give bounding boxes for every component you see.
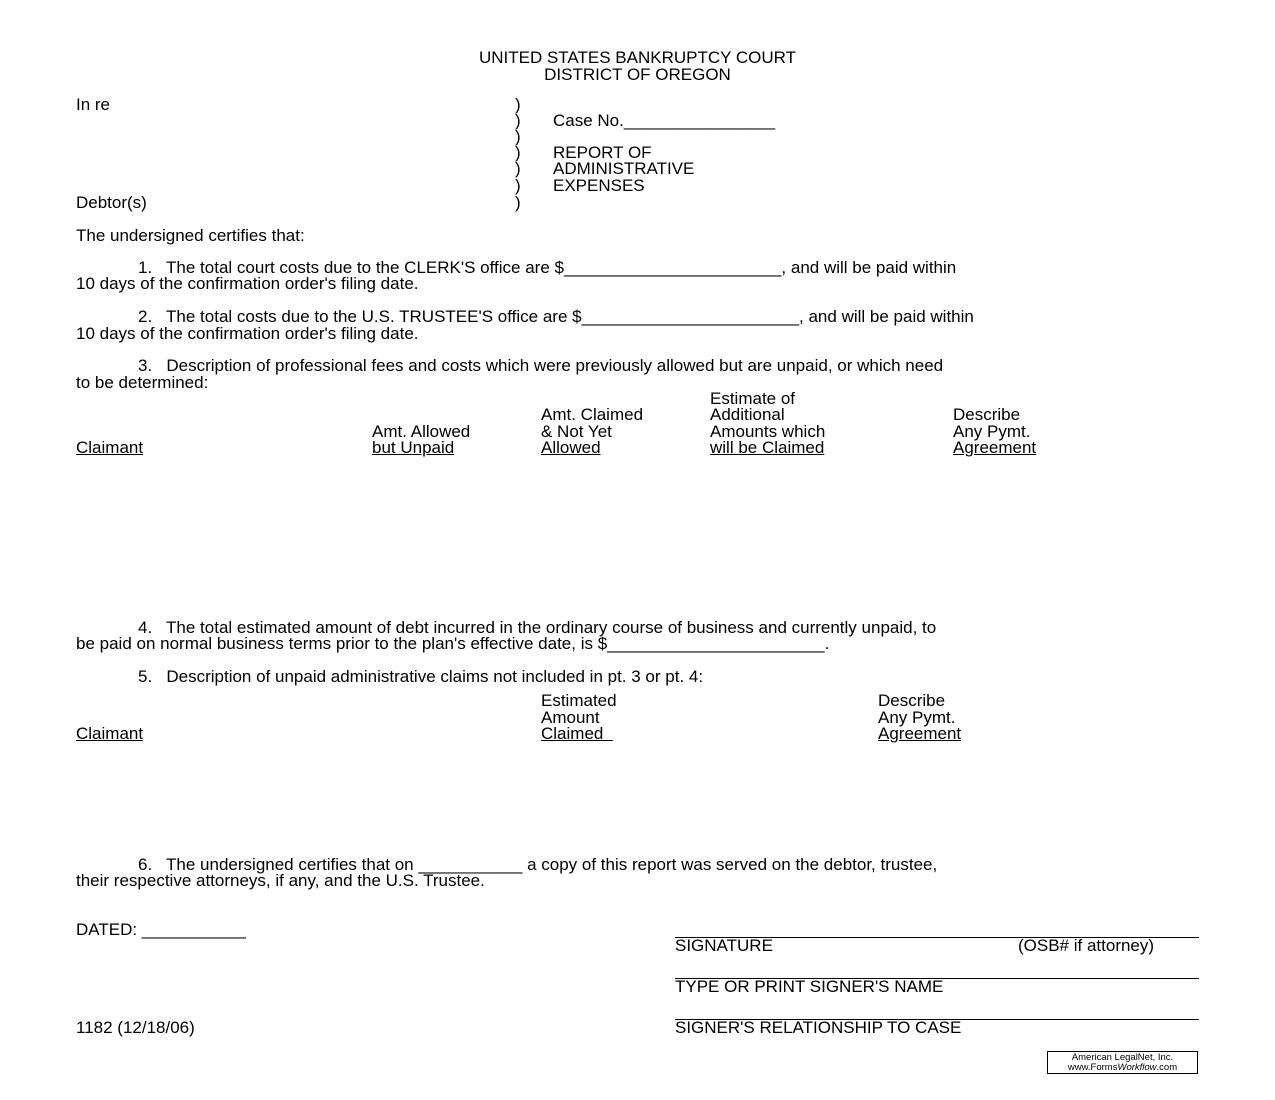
table3-col-claimed: & Not Yet xyxy=(541,422,612,441)
item1-text-cont: 10 days of the confirmation order's filing date. xyxy=(76,274,419,293)
item3-text-cont: to be determined: xyxy=(76,373,209,392)
table3-col-estimate: Additional xyxy=(710,405,785,424)
table3-col-allowed: Amt. Allowed xyxy=(372,422,471,441)
item2-text: 2. The total costs due to the U.S. TRUSTEE'S office are $_______________________, and will be paid within xyxy=(138,307,974,326)
item6-text-cont: their respective attorneys, if any, and the U.S. Trustee. xyxy=(76,871,485,890)
table3-col-claimed: Amt. Claimed xyxy=(541,405,644,424)
item4-text: 4. The total estimated amount of debt incurred in the ordinary course of business and currently unpaid, to xyxy=(138,618,937,637)
table3-col-estimate: Amounts which xyxy=(710,422,826,441)
paren: ) xyxy=(515,143,521,162)
paren: ) xyxy=(515,111,521,130)
table5-col-amount: Claimed xyxy=(541,724,613,743)
relationship-label: SIGNER'S RELATIONSHIP TO CASE xyxy=(675,1018,962,1037)
table3-col-claimant: Claimant xyxy=(76,438,144,457)
debtor-label: Debtor(s) xyxy=(76,193,147,212)
table5-col-claimant: Claimant xyxy=(76,724,144,743)
paren: ) xyxy=(515,159,521,178)
table3-col-agreement: Describe xyxy=(953,405,1021,424)
paren: ) xyxy=(515,127,521,146)
publisher-logo xyxy=(1047,1051,1198,1074)
district-name: DISTRICT OF OREGON xyxy=(544,65,731,84)
table3-col-agreement: Agreement xyxy=(953,438,1037,457)
dated-field[interactable]: DATED: ___________ xyxy=(76,920,246,939)
table5-col-agreement: Describe xyxy=(878,691,946,710)
table3-col-agreement: Any Pymt. xyxy=(953,422,1031,441)
table5-col-agreement: Any Pymt. xyxy=(878,708,956,727)
report-title-line3: EXPENSES xyxy=(553,176,645,195)
report-title-line2: ADMINISTRATIVE xyxy=(553,159,695,178)
item5-text: 5. Description of unpaid administrative claims not included in pt. 3 or pt. 4: xyxy=(138,667,704,686)
publisher-url: www.FormsWorkflow.com xyxy=(1067,1062,1178,1073)
table5-col-agreement: Agreement xyxy=(878,724,962,743)
intro-statement: The undersigned certifies that: xyxy=(76,226,305,245)
table3-col-allowed: but Unpaid xyxy=(372,438,455,457)
item3-text: 3. Description of professional fees and costs which were previously allowed but are unpaid, or which need xyxy=(138,356,944,375)
paren: ) xyxy=(515,193,521,212)
table5-col-amount: Amount xyxy=(541,708,600,727)
item2-text-cont: 10 days of the confirmation order's filing date. xyxy=(76,324,419,343)
report-title-line1: REPORT OF xyxy=(553,143,652,162)
paren: ) xyxy=(515,176,521,195)
signature-label: SIGNATURE xyxy=(675,936,773,955)
item6-text: 6. The undersigned certifies that on ___________ a copy of this report was served on the debtor, trustee, xyxy=(138,855,938,874)
print-name-label: TYPE OR PRINT SIGNER'S NAME xyxy=(675,977,944,996)
publisher-name: American LegalNet, Inc. xyxy=(1071,1052,1174,1063)
item4-text-cont: be paid on normal business terms prior to the plan's effective date, is $_______________________. xyxy=(76,634,830,653)
table3-col-claimed: Allowed xyxy=(541,438,601,457)
table3-col-estimate: will be Claimed xyxy=(710,438,825,457)
case-number-field[interactable]: Case No.________________ xyxy=(553,111,776,130)
table3-col-estimate: Estimate of xyxy=(710,389,796,408)
table5-col-amount: Estimated xyxy=(541,691,617,710)
item1-text: 1. The total court costs due to the CLERK'S office are $_______________________, and will be paid within xyxy=(138,258,957,277)
in-re-label: In re xyxy=(76,95,111,114)
form-number: 1182 (12/18/06) xyxy=(76,1018,195,1037)
paren: ) xyxy=(515,95,521,114)
osb-label: (OSB# if attorney) xyxy=(1018,936,1155,955)
court-name: UNITED STATES BANKRUPTCY COURT xyxy=(478,48,797,67)
